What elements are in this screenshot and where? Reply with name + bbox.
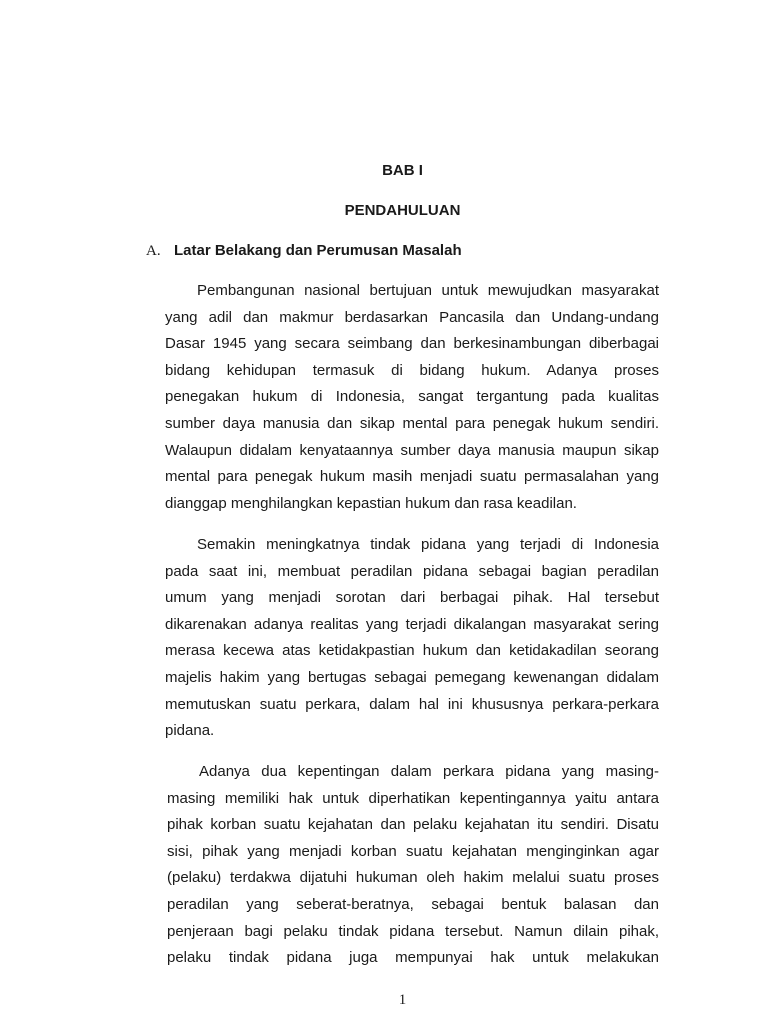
paragraph-line: pada saat ini, membuat peradilan pidana sebagai bagian peradilan [165,562,659,580]
paragraph-line: (pelaku) terdakwa dijatuhi hukuman oleh hakim melalui suatu proses [167,869,659,887]
paragraph-line: mental para penegak hukum masih menjadi suatu permasalahan yang [165,468,659,486]
section-title: Latar Belakang dan Perumusan Masalah [174,242,462,259]
page-number: 1 [398,992,407,1008]
paragraph-line: pelaku tindak pidana juga mempunyai hak untuk melakukan [167,949,659,967]
section-heading [146,242,462,260]
chapter-label: BAB I [382,162,423,179]
paragraph-line: penegakan hukum di Indonesia, sangat tergantung pada kualitas [165,388,659,406]
paragraph-1 [165,278,659,517]
paragraph-line: Walaupun didalam kenyataannya sumber daya manusia maupun sikap [165,441,659,459]
paragraph-line: pidana. [165,722,215,740]
paragraph-3 [167,759,659,972]
paragraph-line: penjeraan bagi pelaku tindak pidana tersebut. Namun dilain pihak, [167,922,659,940]
paragraph-2 [165,532,659,745]
paragraph-line: Adanya dua kepentingan dalam perkara pidana yang masing- [199,763,659,780]
paragraph-line: pihak korban suatu kejahatan dan pelaku kejahatan itu sendiri. Disatu [167,816,659,834]
paragraph-line: Dasar 1945 yang secara seimbang dan berkesinambungan diberbagai [165,335,659,353]
paragraph-line: sumber daya manusia dan sikap mental para penegak hukum sendiri. [165,414,659,432]
paragraph-line: Semakin meningkatnya tindak pidana yang terjadi di Indonesia [197,536,659,553]
paragraph-line: majelis hakim yang bertugas sebagai pemegang kewenangan didalam [165,668,659,686]
paragraph-line: bidang kehidupan termasuk di bidang hukum. Adanya proses [165,361,659,379]
paragraph-line: memutuskan suatu perkara, dalam hal ini khususnya perkara-perkara [165,695,659,713]
paragraph-line: umum yang menjadi sorotan dari berbagai pihak. Hal tersebut [165,589,659,607]
paragraph-line: yang adil dan makmur berdasarkan Pancasila dan Undang-undang [165,308,659,326]
paragraph-line: peradilan yang seberat-beratnya, sebagai bentuk balasan dan [167,895,659,913]
paragraph-line: sisi, pihak yang menjadi korban suatu kejahatan menginginkan agar [167,842,659,860]
paragraph-line: dianggap menghilangkan kepastian hukum dan rasa keadilan. [165,494,577,512]
paragraph-line: Pembangunan nasional bertujuan untuk mewujudkan masyarakat [197,282,659,299]
paragraph-line: masing memiliki hak untuk diperhatikan kepentingannya yaitu antara [167,789,659,807]
paragraph-line: dikarenakan adanya realitas yang terjadi dikalangan masyarakat sering [165,615,659,633]
chapter-title: PENDAHULUAN [344,202,461,219]
paragraph-line: merasa kecewa atas ketidakpastian hukum dan ketidakadilan seorang [165,642,659,660]
section-letter: A. [146,243,161,259]
